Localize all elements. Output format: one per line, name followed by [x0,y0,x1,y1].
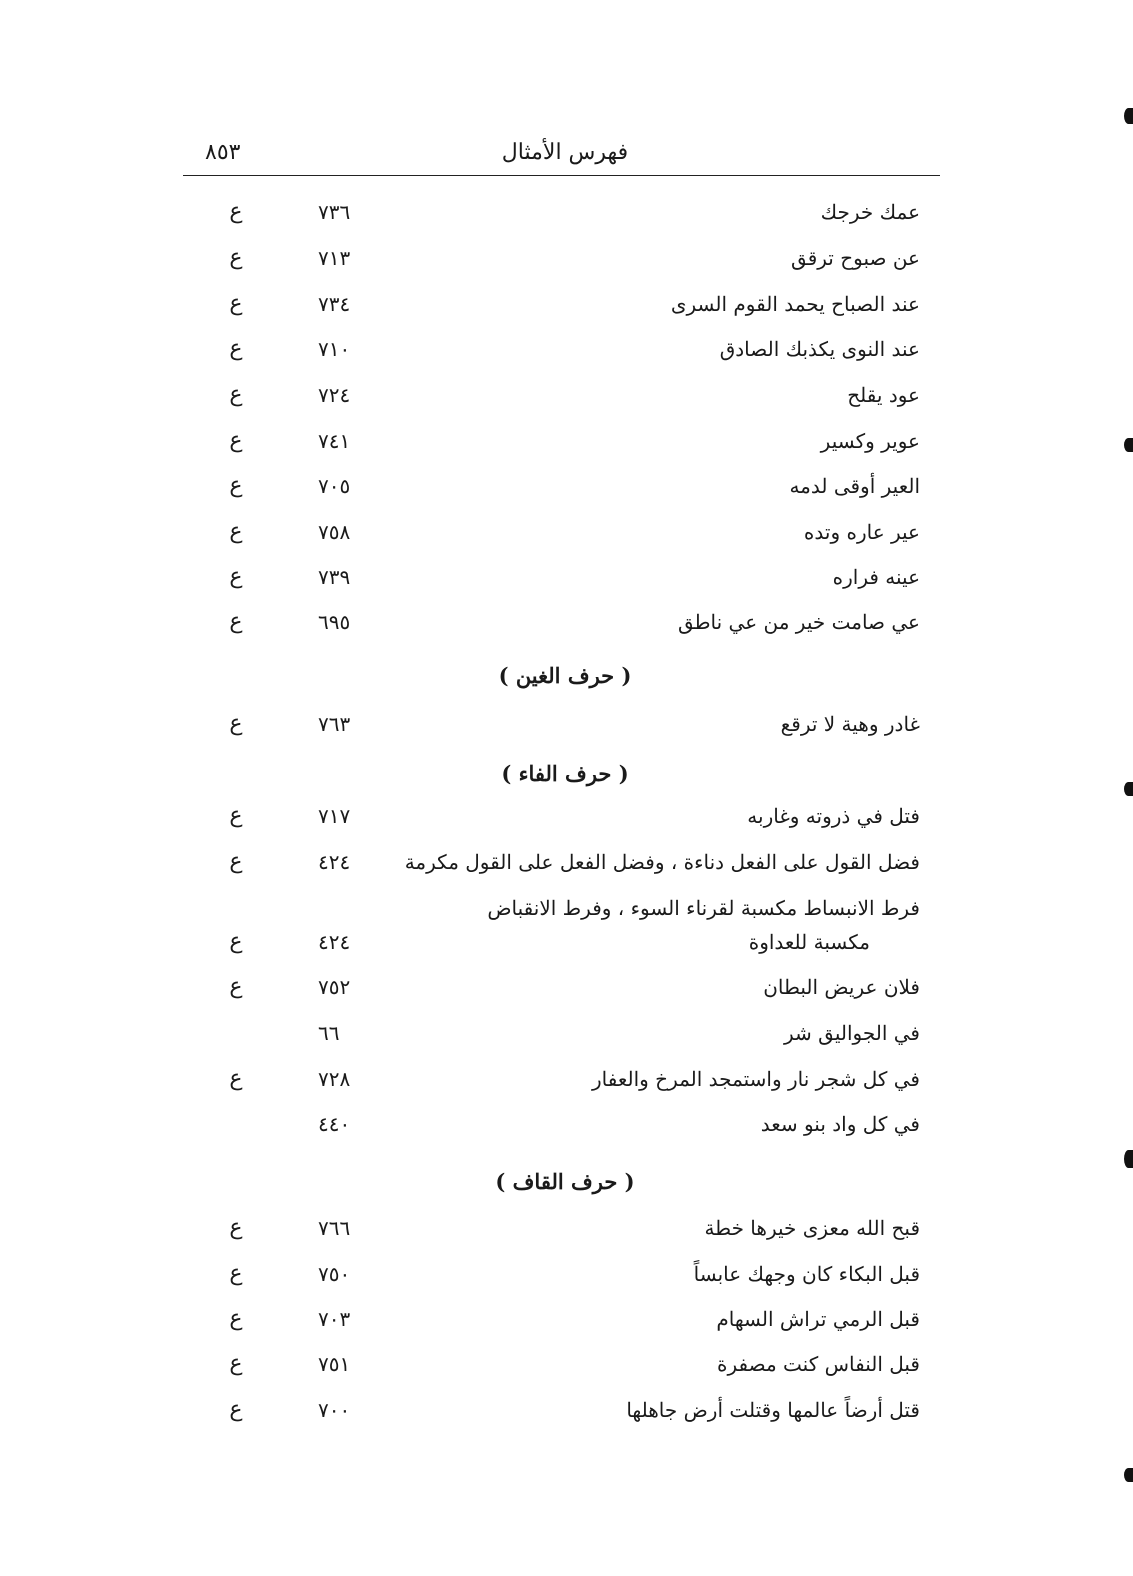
scan-edge-mark [1124,1150,1133,1168]
entry-text: فتل في ذروته وغاربه [747,804,920,828]
section-heading-qaf: ( حرف القاف ) [495,1169,635,1194]
entry-page: ٤٢٤ [318,850,351,874]
entry-text: عير عاره وتده [803,520,920,544]
entry-mark: ع [229,1215,243,1240]
entry-text: قبل الرمي تراش السهام [716,1307,920,1331]
entry-mark: ع [229,929,243,954]
entry-page: ٧٠٣ [318,1307,351,1331]
entry-text: عي صامت خير من عي ناطق [677,610,920,634]
entry-text: عند النوى يكذبك الصادق [719,337,920,361]
entry-text: في كل واد بنو سعد [760,1112,920,1136]
entry-page: ٧٠٥ [318,474,351,498]
entry-page: ٤٢٤ [318,930,351,954]
header-divider [183,175,940,176]
entry-page: ٧١٣ [318,246,351,270]
entry-page: ٧٠٠ [318,1398,351,1422]
entry-text: في كل شجر نار واستمجد المرخ والعفار [591,1067,920,1091]
scan-edge-mark [1124,782,1133,796]
entry-page: ٧٥١ [318,1352,351,1376]
entry-text: فلان عريض البطان [763,975,920,999]
entry-mark: ع [229,1306,243,1331]
entry-text: قبح الله معزى خيرها خطة [704,1216,920,1240]
page-title: فهرس الأمثال [501,140,629,165]
entry-text: قبل النفاس كنت مصفرة [716,1352,920,1376]
entry-page: ٧٦٦ [318,1216,351,1240]
entry-text: قتل أرضاً عالمها وقتلت أرض جاهلها [626,1398,920,1422]
entry-text: فضل القول على الفعل دناءة ، وفضل الفعل على القول مكرمة [404,850,920,874]
entry-mark: ع [229,1397,243,1422]
entry-mark: ع [229,199,243,224]
entry-text: العير أوقى لدمه [789,474,920,498]
entry-text-continued: مكسبة للعداوة [748,930,870,954]
entry-mark: ع [229,564,243,589]
entry-page: ٧٥٠ [318,1262,351,1286]
entry-page: ٧١٠ [318,337,351,361]
entry-mark: ع [229,428,243,453]
entry-page: ٧١٧ [318,804,351,828]
entry-text: غادر وهية لا ترقع [780,712,920,736]
entry-mark: ع [229,803,243,828]
entry-page: ٧٣٤ [318,292,351,316]
entry-text: عوير وكسير [820,429,920,453]
entry-text: فرط الانبساط مكسبة لقرناء السوء ، وفرط الانقباض [487,896,920,920]
entry-text: عن صبوح ترقق [791,246,920,270]
entry-page: ٧٢٨ [318,1067,351,1091]
entry-mark: ع [229,609,243,634]
entry-mark: ع [229,519,243,544]
entry-page: ٧٣٦ [318,200,351,224]
entry-text: عود يقلح [847,383,920,407]
entry-text: قبل البكاء كان وجهك عابساً [693,1262,920,1286]
entry-mark: ع [229,849,243,874]
entry-mark: ع [229,1351,243,1376]
entry-page: ٧٢٤ [318,383,351,407]
scan-edge-mark [1124,1468,1133,1482]
entry-page: ٧٦٣ [318,712,351,736]
scan-edge-mark [1124,438,1133,452]
entry-page: ٦٦ [318,1021,340,1045]
entry-page: ٦٩٥ [318,610,351,634]
entry-mark: ع [229,711,243,736]
entry-page: ٧٤١ [318,429,351,453]
entry-mark: ع [229,336,243,361]
entry-text: عينه فراره [832,565,920,589]
entry-page: ٧٥٨ [318,520,351,544]
entry-page: ٤٤٠ [318,1112,351,1136]
entry-mark: ع [229,974,243,999]
entry-mark: ع [229,245,243,270]
entry-text: في الجواليق شر [784,1021,920,1045]
section-heading-ghain: ( حرف الغين ) [498,663,632,688]
entry-page: ٧٣٩ [318,565,351,589]
entry-text: عند الصباح يحمد القوم السرى [670,292,920,316]
entry-text: عمك خرجك [820,200,920,224]
entry-mark: ع [229,291,243,316]
page-number: ٨٥٣ [205,140,241,165]
entry-mark: ع [229,382,243,407]
entry-page: ٧٥٢ [318,975,351,999]
entry-mark: ع [229,1261,243,1286]
scan-edge-mark [1124,108,1133,124]
section-heading-fa: ( حرف الفاء ) [501,761,629,786]
entry-mark: ع [229,1066,243,1091]
entry-mark: ع [229,473,243,498]
